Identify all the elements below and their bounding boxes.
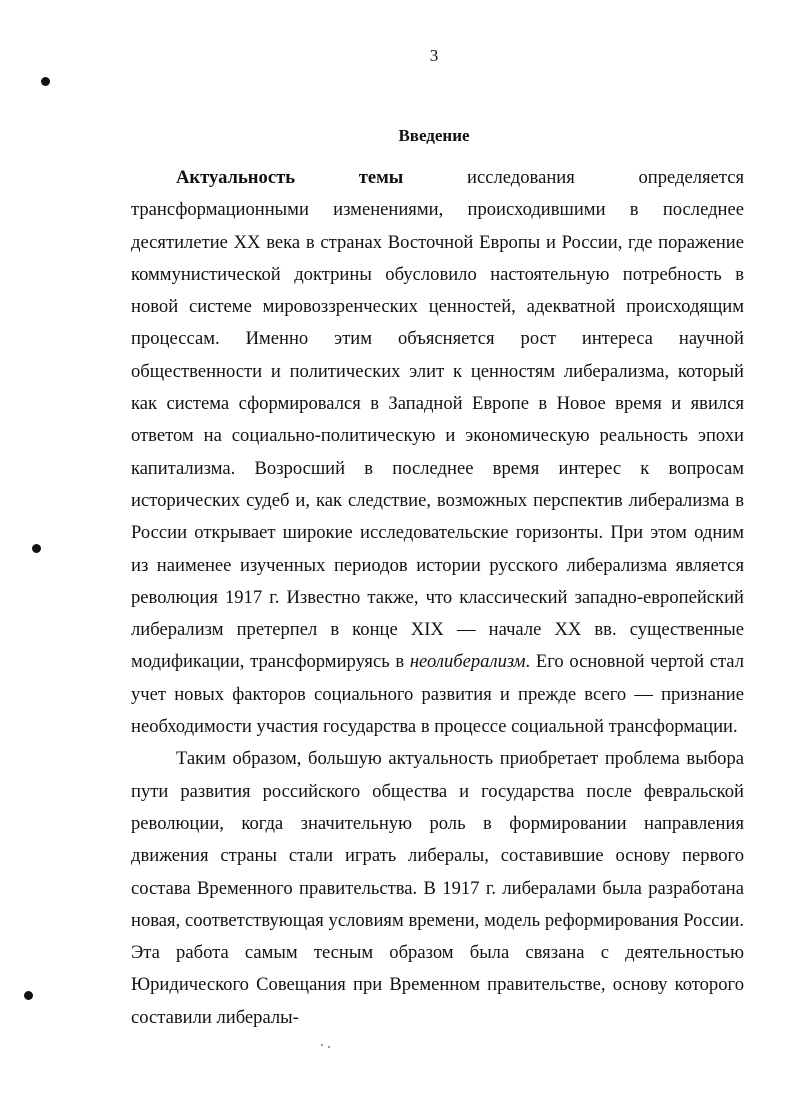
paragraph-text: исследования определяется трансформационными изменениями, происходившими в последнее десятилетие XX века в странах Восточной Европы и России, где поражение коммунистической доктрины обусловило настоятельную потребность в новой системе мировоззренческих ценностей, адекватной происходящим процессам. Именно этим объясняется рост интереса научной общественности и политических элит к ценностям либерализма, который как система сформировался в Западной Европе в Новое время и явился ответом на социально-политическую и экономическую реальность эпохи капитализма. Возросший в последнее время интерес к вопросам исторических судеб и, как следствие, возможных перспектив либерализма в России открывает широкие исследовательские горизонты. При этом одним из наименее изученных периодов истории русского либерализма является революция 1917 г. Известно также, что классический западно-европейский либерализм претерпел в конце XIX — начале XX вв. существенные модификации, трансформируясь в (131, 167, 744, 673)
paragraph-text: . Его основной чертой стал учет новых факторов социального развития и прежде всего — признание необходимости участия государства в процессе социальной трансформации. (131, 651, 745, 738)
paragraph-problem: Таким образом, большую актуальность приобретает проблема выбора пути развития российского общества и государства после февральской революции, когда значительную роль в формировании направления движения страны стали играть либералы, составившие основу первого состава Временного правительства. В 1917 г. либералами была разработана новая, соответствующая условиям времени, модель реформирования России. Эта работа самым тесным образом была связана с деятельностью Юридического Совещания при Временном правительстве, основу которого составили либералы- (131, 748, 744, 1028)
page-number: 3 (429, 46, 439, 65)
body-text (131, 162, 744, 1034)
punch-hole-top (41, 77, 50, 86)
section-title: Введение (398, 126, 470, 145)
punch-hole-middle (32, 544, 41, 553)
scan-speck (328, 1046, 330, 1048)
paragraph-relevance (131, 162, 744, 743)
relevance-lead: Актуальность темы (176, 167, 404, 188)
scan-speck (321, 1044, 323, 1046)
emphasis-neoliberalism: неолиберализм (409, 651, 526, 673)
punch-hole-bottom (24, 991, 33, 1000)
